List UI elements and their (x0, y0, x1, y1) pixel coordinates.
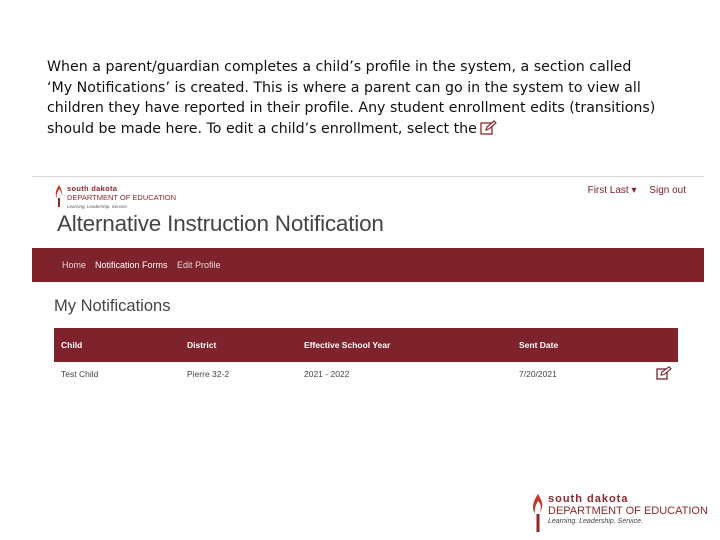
footer-logo-line-1: south dakota (548, 493, 629, 505)
app-screenshot (32, 176, 704, 394)
footer-logo-tagline: Learning. Leadership. Service. (548, 518, 643, 525)
main-nav (32, 248, 704, 282)
sign-out-link[interactable]: Sign out (649, 185, 686, 196)
logo-tagline: Learning. Leadership. Service. (67, 204, 129, 209)
column-header-sent-date: Sent Date (519, 340, 559, 350)
user-links (578, 185, 686, 196)
cell-year: 2021 - 2022 (304, 369, 350, 379)
column-header-district: District (187, 340, 217, 350)
section-title: My Notifications (54, 297, 171, 315)
logo-text (67, 184, 176, 211)
intro-line-4-text: should be made here. To edit a child’s enrollment, select the (47, 120, 477, 137)
edit-icon (480, 120, 497, 142)
intro-paragraph (47, 57, 687, 141)
footer-logo-text (548, 493, 708, 527)
table-row (54, 362, 678, 386)
user-menu-button[interactable]: First Last ▾ (587, 185, 637, 196)
cell-child: Test Child (61, 369, 99, 379)
table-header (54, 328, 678, 362)
cell-sent-date: 7/20/2021 (519, 369, 557, 379)
intro-line-1: When a parent/guardian completes a child’s profile in the system, a section called (47, 59, 632, 75)
flame-icon (54, 184, 64, 213)
footer-sd-doe-logo (531, 493, 708, 538)
footer-flame-icon (531, 493, 545, 538)
nav-home[interactable]: Home (62, 260, 87, 270)
intro-line-4 (47, 119, 687, 142)
footer-logo-line-2: DEPARTMENT OF EDUCATION (548, 505, 708, 517)
nav-notification-forms[interactable]: Notification Forms (95, 260, 168, 270)
column-header-child: Child (61, 340, 83, 350)
sd-doe-logo (54, 184, 176, 213)
nav-edit-profile[interactable]: Edit Profile (177, 260, 221, 270)
logo-line-1: south dakota (67, 184, 118, 193)
app-title: Alternative Instruction Notification (57, 211, 384, 236)
intro-line-2: ‘My Notifications’ is created. This is where a parent can go in the system to view all (47, 79, 641, 96)
divider (32, 176, 704, 177)
column-header-year: Effective School Year (304, 340, 391, 350)
cell-district: Pierre 32-2 (187, 369, 230, 379)
logo-line-2: DEPARTMENT OF EDUCATION (67, 193, 177, 202)
edit-enrollment-icon[interactable] (656, 366, 672, 385)
intro-line-3: children they have reported in their profile. Any student enrollment edits (transitions) (47, 100, 656, 116)
